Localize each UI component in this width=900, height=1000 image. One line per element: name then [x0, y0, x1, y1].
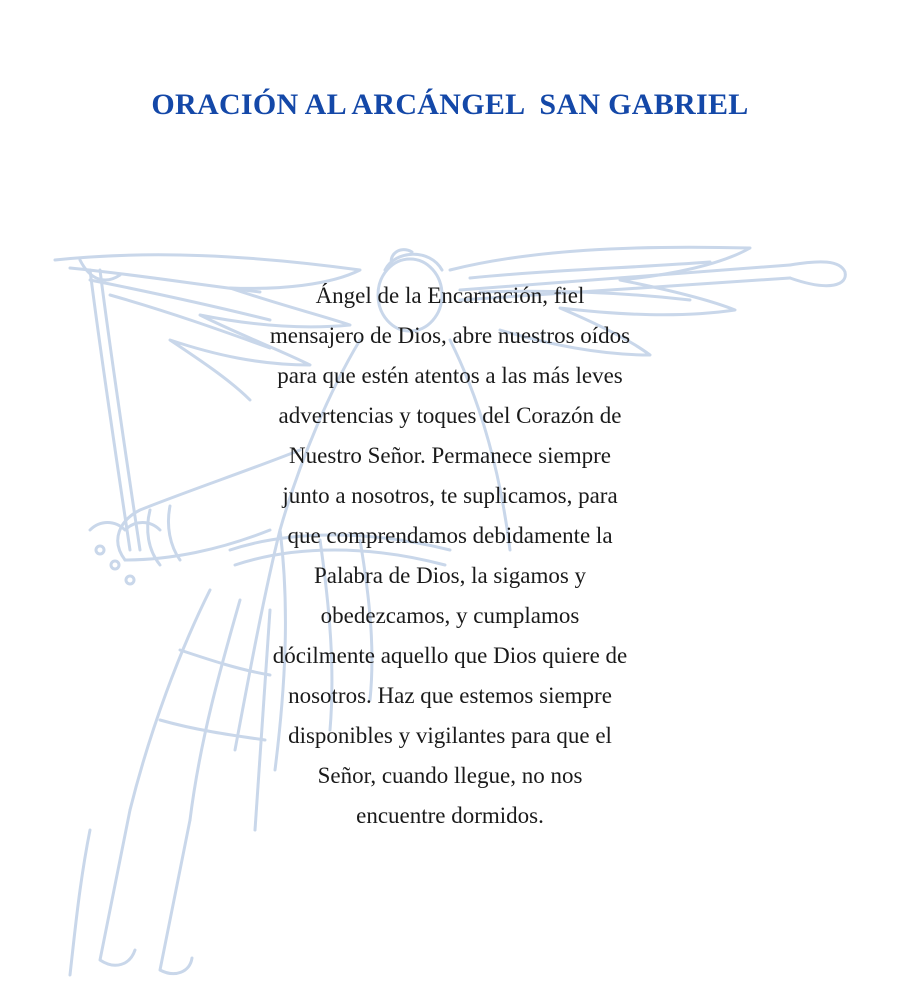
prayer-line: nosotros. Haz que estemos siempre — [288, 683, 612, 708]
prayer-line: mensajero de Dios, abre nuestros oídos — [269, 323, 631, 348]
prayer-line: Nuestro Señor. Permanece siempre — [289, 443, 611, 468]
prayer-line: encuentre dormidos. — [356, 803, 544, 828]
page-title: ORACIÓN AL ARCÁNGEL SAN GABRIEL — [151, 88, 749, 121]
prayer-line: Ángel de la Encarnación, fiel — [315, 283, 585, 308]
prayer-text — [225, 276, 675, 836]
prayer-line: dócilmente aquello que Dios quiere de — [272, 643, 628, 668]
prayer-line: disponibles y vigilantes para que el — [288, 723, 612, 748]
prayer-line: advertencias y toques del Corazón de — [278, 403, 622, 428]
prayer-line: Señor, cuando llegue, no nos — [317, 763, 583, 788]
prayer-line: obedezcamos, y cumplamos — [320, 603, 580, 628]
prayer-line: junto a nosotros, te suplicamos, para — [282, 483, 618, 508]
prayer-line: que comprendamos debidamente la — [287, 523, 613, 548]
prayer-line: Palabra de Dios, la sigamos y — [313, 563, 587, 588]
prayer-line: para que estén atentos a las más leves — [277, 363, 623, 388]
